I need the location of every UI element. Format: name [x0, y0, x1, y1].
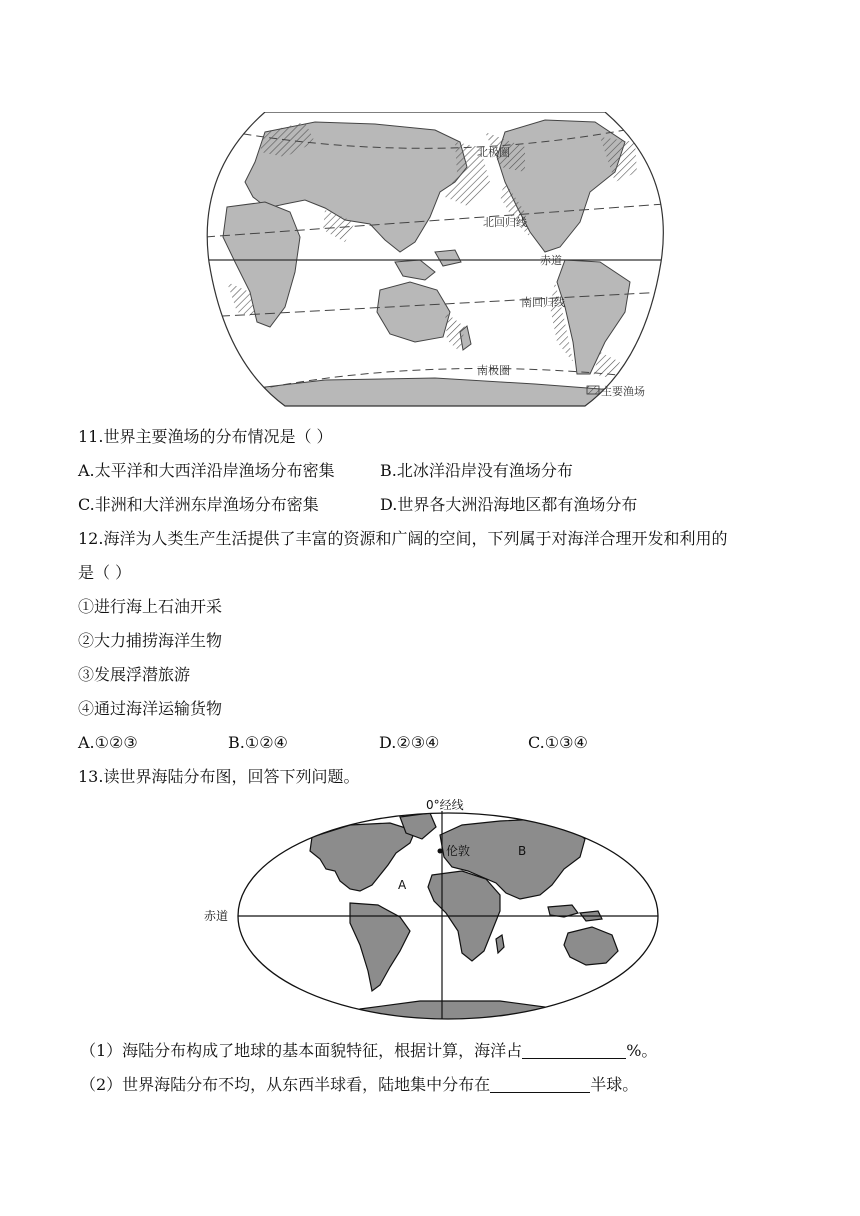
q11-option-a[interactable]: A.太平洋和大西洋沿岸渔场分布密集 [78, 461, 335, 480]
legend-swatch [587, 386, 599, 394]
legend-label: 主要渔场 [601, 385, 645, 398]
q13-sub1: （1）海陆分布构成了地球的基本面貌特征，根据计算，海洋占 %。 [80, 1041, 658, 1060]
q13-sub2-answer-blank[interactable] [490, 1076, 590, 1093]
antarctica-landmass [360, 1001, 560, 1027]
tropic-of-capricorn-label: 南回归线 [521, 296, 565, 309]
land-sea-distribution-map [200, 795, 664, 1027]
q12-item-2: ②大力捕捞海洋生物 [78, 631, 223, 650]
q13-sub1-answer-blank[interactable] [522, 1042, 626, 1059]
label-a: A [398, 878, 407, 892]
tropic-of-cancer-label: 北回归线 [483, 216, 527, 229]
q12-option-c[interactable]: D.②③④ [379, 733, 440, 752]
q12-option-a[interactable]: A.①②③ [78, 733, 138, 752]
q11-stem: 11.世界主要渔场的分布情况是（ ） [78, 427, 333, 446]
arctic-circle-label: 北极圈 [477, 146, 510, 159]
q11-option-c[interactable]: C.非洲和大洋洲东岸渔场分布密集 [78, 495, 319, 514]
q12-item-1: ①进行海上石油开采 [78, 597, 223, 616]
label-b: B [518, 844, 527, 858]
q12-item-4: ④通过海洋运输货物 [78, 699, 223, 718]
q12-stem-line2: 是（ ） [78, 563, 132, 582]
equator-label: 赤道 [540, 254, 562, 267]
q11-option-d[interactable]: D.世界各大洲沿海地区都有渔场分布 [380, 495, 638, 514]
q12-option-b[interactable]: B.①②④ [228, 733, 288, 752]
fishing-grounds-map [205, 112, 665, 408]
q12-item-3: ③发展浮潜旅游 [78, 665, 191, 684]
q12-stem-line1: 12.海洋为人类生产生活提供了丰富的资源和广阔的空间，下列属于对海洋合理开发和利用的 [78, 529, 728, 548]
map-equator-label: 赤道 [204, 909, 229, 923]
london-marker [438, 849, 443, 854]
q13-stem: 13.读世界海陆分布图，回答下列问题。 [78, 767, 360, 786]
q11-option-b[interactable]: B.北冰洋沿岸没有渔场分布 [380, 461, 573, 480]
meridian-label: 0°经线 [426, 798, 464, 812]
q12-option-d[interactable]: C.①③④ [528, 733, 588, 752]
q13-sub2: （2）世界海陆分布不均，从东西半球看，陆地集中分布在 半球。 [80, 1075, 639, 1094]
antarctic-circle-label: 南极圈 [477, 364, 510, 377]
london-label: 伦敦 [446, 844, 471, 858]
